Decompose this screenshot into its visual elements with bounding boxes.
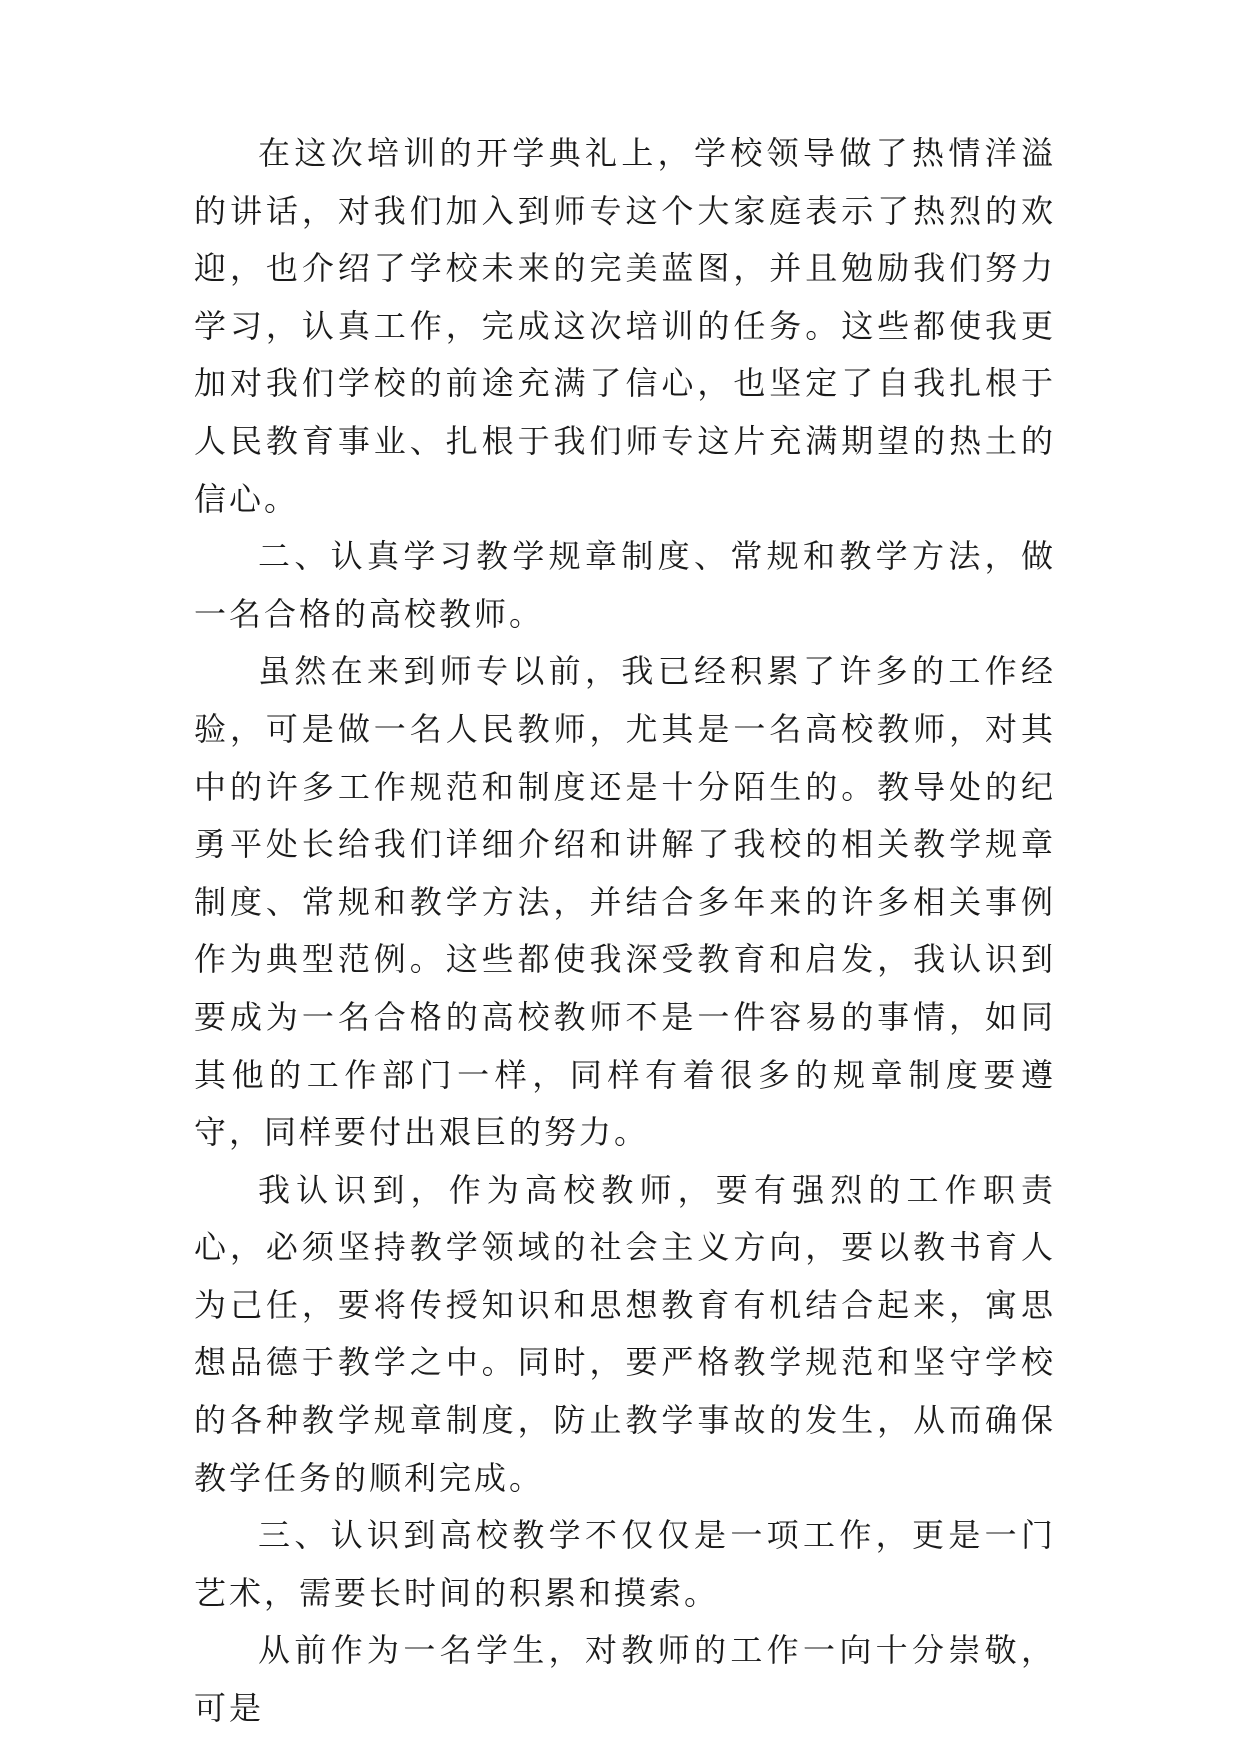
section-heading-three: 三、认识到高校教学不仅仅是一项工作，更是一门艺术，需要长时间的积累和摸索。 [194, 1516, 1056, 1612]
document-body [194, 125, 1056, 1738]
paragraph-teacher-responsibility: 我认识到，作为高校教师，要有强烈的工作职责心，必须坚持教学领域的社会主义方向，要以教书育人为己任，要将传授知识和思想教育有机结合起来，寓思想品德于教学之中。同时，要严格教学规范和坚守学校的各种教学规章制度，防止教学事故的发生，从而确保教学任务的顺利完成。 [194, 1170, 1056, 1497]
section-heading-two: 二、认真学习教学规章制度、常规和教学方法，做一名合格的高校教师。 [194, 537, 1056, 633]
paragraph-work-experience: 虽然在来到师专以前，我已经积累了许多的工作经验，可是做一名人民教师，尤其是一名高校教师，对其中的许多工作规范和制度还是十分陌生的。教导处的纪勇平处长给我们详细介绍和讲解了我校的相关教学规章制度、常规和教学方法，并结合多年来的许多相关事例作为典型范例。这些都使我深受教育和启发，我认识到要成为一名合格的高校教师不是一件容易的事情，如同其他的工作部门一样，同样有着很多的规章制度要遵守，同样要付出艰巨的努力。 [194, 652, 1056, 1152]
paragraph-opening-ceremony: 在这次培训的开学典礼上，学校领导做了热情洋溢的讲话，对我们加入到师专这个大家庭表示了热烈的欢迎，也介绍了学校未来的完美蓝图，并且勉励我们努力学习，认真工作，完成这次培训的任务。这些都使我更加对我们学校的前途充满了信心，也坚定了自我扎根于人民教育事业、扎根于我们师专这片充满期望的热土的信心。 [194, 134, 1056, 518]
paragraph-former-student: 从前作为一名学生，对教师的工作一向十分崇敬，可是 [194, 1631, 1056, 1728]
